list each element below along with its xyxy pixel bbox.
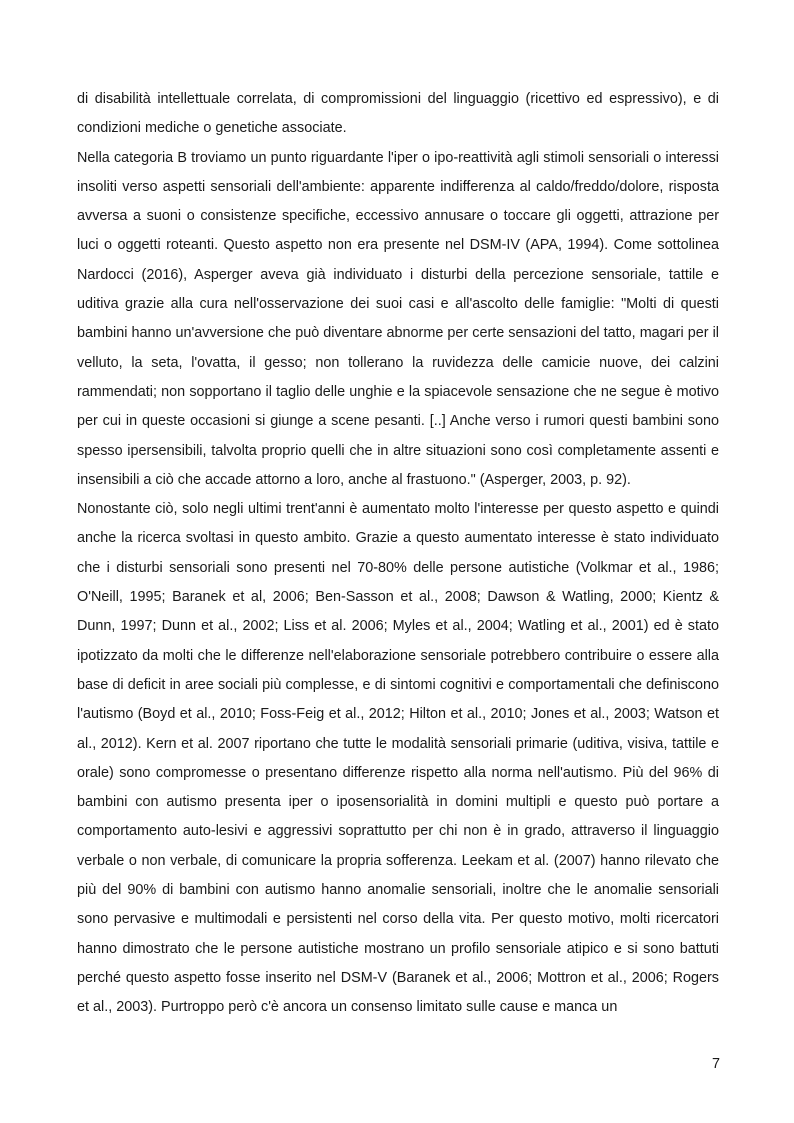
body-text: [77, 85, 719, 1023]
paragraph-research: Nonostante ciò, solo negli ultimi trent'anni è aumentato molto l'interesse per questo aspetto e quindi anche la ricerca svoltasi in questo ambito. Grazie a questo aumentato interesse è stato individuato che i disturbi sensoriali sono presenti nel 70-80% delle persone autistiche (Volkmar et al., 1986; O'Neill, 1995; Baranek et al, 2006; Ben-Sasson et al., 2008; Dawson & Watling, 2000; Kientz & Dunn, 1997; Dunn et al., 2002; Liss et al. 2006; Myles et al., 2004; Watling et al., 2001) ed è stato ipotizzato da molti che le differenze nell'elaborazione sensoriale potrebbero contribuire o essere alla base di deficit in aree sociali più complesse, e di sintomi cognitivi e comportamentali che definiscono l'autismo (Boyd et al., 2010; Foss-Feig et al., 2012; Hilton et al., 2010; Jones et al., 2003; Watson et al., 2012). Kern et al. 2007 riportano che tutte le modalità sensoriali primarie (uditiva, visiva, tattile e orale) sono compromesse o presentano differenze rispetto alla norma nell'autismo. Più del 96% di bambini con autismo presenta iper o iposensorialità in domini multipli e questo può portare a comportamento auto-lesivi e aggressivi soprattutto per chi non è in grado, attraverso il linguaggio verbale o non verbale, di comunicare la propria sofferenza. Leekam et al. (2007) hanno rilevato che più del 90% di bambini con autismo hanno anomalie sensoriali, inoltre che le anomalie sensoriali sono pervasive e multimodali e persistenti nel corso della vita. Per questo motivo, molti ricercatori hanno dimostrato che le persone autistiche mostrano un profilo sensoriale atipico e si sono battuti perché questo aspetto fosse inserito nel DSM-V (Baranek et al., 2006; Mottron et al., 2006; Rogers et al., 2003). Purtroppo però c'è ancora un consenso limitato sulle cause e manca un: [77, 501, 719, 1016]
paragraph-category-b: Nella categoria B troviamo un punto riguardante l'iper o ipo-reattività agli stimoli sensoriali o interessi insoliti verso aspetti sensoriali dell'ambiente: apparente indifferenza al caldo/freddo/dolore, risposta avversa a suoni o consistenze specifiche, eccessivo annusare o toccare gli oggetti, attrazione per luci o oggetti roteanti. Questo aspetto non era presente nel DSM-IV (APA, 1994). Come sottolinea Nardocci (2016), Asperger aveva già individuato i disturbi della percezione sensoriale, tattile e uditiva grazie alla cura nell'osservazione dei suoi casi e all'ascolto delle famiglie: "Molti di questi bambini hanno un'avversione che può diventare abnorme per certe sensazioni del tatto, magari per il velluto, la seta, l'ovatta, il gesso; non tollerano la ruvidezza delle camicie nuove, dei calzini rammendati; non sopportano il taglio delle unghie e la spiacevole sensazione che ne segue è motivo per cui in queste occasioni si giunge a scene pesanti. [..] Anche verso i rumori questi bambini sono spesso ipersensibili, talvolta proprio quelli che in altre situazioni sono così completamente assenti e insensibili a ciò che accade attorno a loro, anche al frastuono." (Asperger, 2003, p. 92).: [77, 149, 719, 488]
paragraph-continuation: di disabilità intellettuale correlata, di compromissioni del linguaggio (ricettivo ed espressivo), e di condizioni mediche o genetiche associate.: [77, 91, 719, 137]
page-number: 7: [711, 1056, 720, 1072]
